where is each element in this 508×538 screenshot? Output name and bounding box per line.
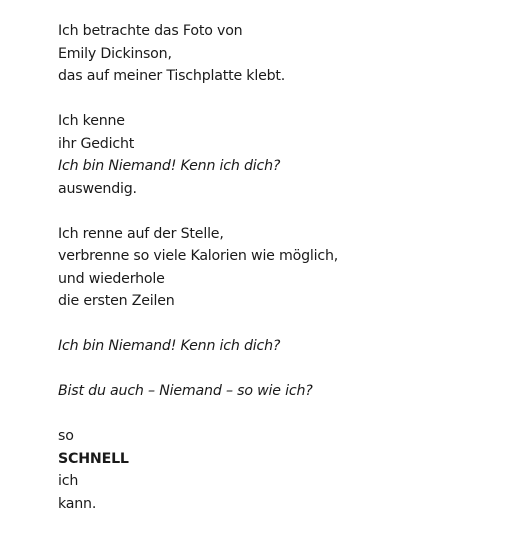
stanza-1 bbox=[58, 20, 488, 88]
stanza-6 bbox=[58, 425, 488, 515]
poem-line: das auf meiner Tischplatte klebt. bbox=[58, 68, 286, 84]
poem-line: Ich renne auf der Stelle, bbox=[58, 225, 224, 242]
poem-line: Ich betrachte das Foto von bbox=[58, 23, 243, 39]
poem-line: Ich kenne bbox=[58, 113, 125, 129]
poem-line: und wiederhole bbox=[58, 270, 165, 287]
poem-line: Emily Dickinson, bbox=[58, 45, 172, 62]
poem-line: kann. bbox=[58, 495, 97, 512]
stanza-5 bbox=[58, 380, 488, 403]
poem-page bbox=[58, 20, 488, 538]
quoted-line: Ich bin Niemand! Kenn ich dich? bbox=[58, 338, 281, 354]
poem-line: ihr Gedicht bbox=[58, 135, 135, 152]
poem-line: verbrenne so viele Kalorien wie möglich, bbox=[58, 248, 339, 264]
stanza-2 bbox=[58, 110, 488, 200]
stanza-4 bbox=[58, 335, 488, 358]
quoted-line: Bist du auch – Niemand – so wie ich? bbox=[58, 383, 313, 399]
quoted-poem-title: Ich bin Niemand! Kenn ich dich? bbox=[58, 158, 281, 174]
stanza-3 bbox=[58, 223, 488, 313]
poem-line: die ersten Zeilen bbox=[58, 293, 175, 309]
poem-line: so bbox=[58, 428, 74, 444]
poem-line: auswendig. bbox=[58, 180, 137, 197]
emphasized-word: SCHNELL bbox=[58, 450, 129, 467]
poem-line: ich bbox=[58, 473, 79, 489]
